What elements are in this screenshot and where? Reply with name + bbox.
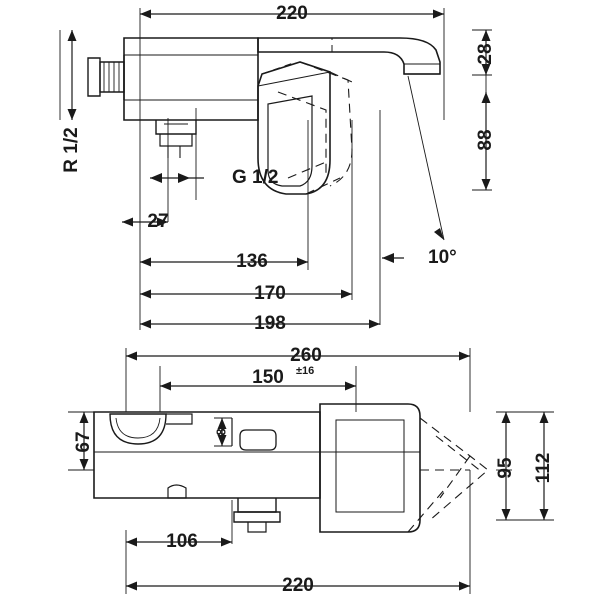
dim-label-8: 8 [213,428,229,436]
dim-label-67: 67 [73,431,95,453]
dim-label-10deg: 10° [428,247,457,269]
dim-label-r12: R 1/2 [61,127,83,173]
dim-label-136: 136 [236,251,268,273]
dim-label-88: 88 [475,129,497,151]
dim-label-112: 112 [533,452,555,484]
dim-label-150-tolerance: ±16 [296,364,315,377]
dim-label-106: 106 [166,531,198,553]
dim-label-198: 198 [254,313,286,335]
dim-label-150-group [252,365,314,388]
dim-label-170: 170 [254,283,286,305]
dim-label-27: 27 [147,211,169,233]
dim-label-g12: G 1/2 [232,167,279,189]
dim-label-220-bottom: 220 [282,575,314,597]
dim-label-220-top: 220 [276,3,308,25]
dim-label-260: 260 [290,345,322,367]
dim-label-150: 150 [252,367,284,389]
dim-label-95: 95 [495,457,517,479]
dim-label-28: 28 [475,43,497,65]
